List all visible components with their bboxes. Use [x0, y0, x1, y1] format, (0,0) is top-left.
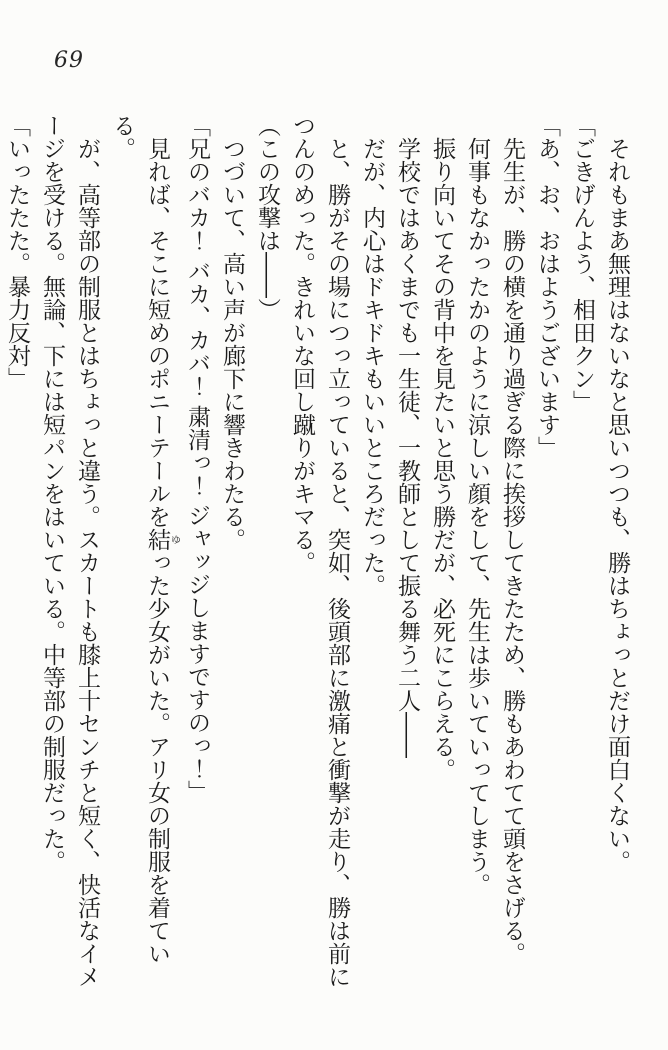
paragraph: 先生が、勝の横を通り過ぎる際に挨拶してきたため、勝もあわてて頭をさげる。: [499, 137, 525, 965]
paragraph: 「兄のバカ！ バカ、カバ！ 粛清っ！ ジャッジしますですのっ！」: [184, 114, 210, 803]
text-block: [0, 114, 634, 990]
paragraph: 「あ、お、おはようございます」: [534, 114, 560, 459]
paragraph: 振り向いてその背中を見たいと思う勝だが、必死にこらえる。: [429, 137, 455, 781]
paragraph: それもまあ無理はないなと思いつつも、勝はちょっとだけ面白くない。: [604, 137, 630, 873]
paragraph: が、高等部の制服とはちょっと違う。スカートも膝上十センチと短く、快活なイメージを受ける。無論、下には短パンをはいている。中等部の制服だった。: [39, 114, 100, 988]
paragraph: だが、内心はドキドキもいいところだった。: [359, 137, 385, 597]
paragraph: （この攻撃は――）: [254, 114, 280, 321]
paragraph: 何事もなかったかのように涼しい顔をして、先生は歩いていってしまう。: [464, 137, 490, 896]
paragraph: 「いったたた。暴力反対」: [4, 114, 30, 390]
paragraph: 「ごきげんよう、相田クン」: [569, 114, 595, 413]
paragraph: 見れば、そこに短めのポニーテールを結ゆった少女がいた。アリ女の制服を着ている。: [109, 114, 180, 965]
paragraph: と、勝がその場につっ立っていると、突如、後頭部に激痛と衝撃が走り、勝は前につんのめった。きれいな回し蹴りがキマる。: [289, 114, 350, 988]
page-number: 69: [54, 48, 84, 73]
paragraph: つづいて、高い声が廊下に響きわたる。: [219, 137, 245, 551]
paragraph: 学校ではあくまでも一生徒、一教師として振る舞う二人――: [394, 137, 420, 758]
